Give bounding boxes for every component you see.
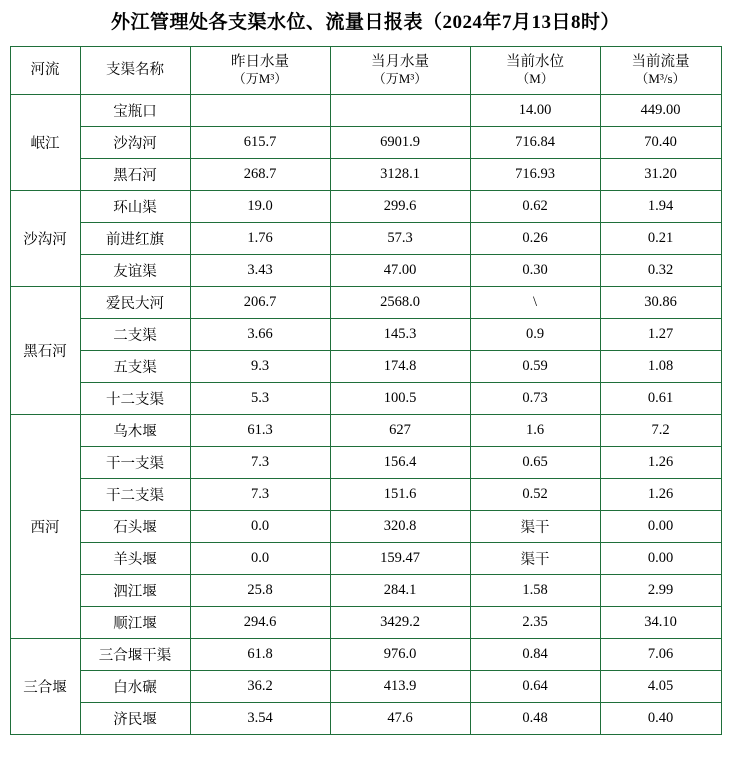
table-row [10, 606, 721, 638]
current-level-cell: 1.6 [470, 414, 600, 446]
canal-name-cell: 沙沟河 [80, 126, 190, 158]
month-volume-cell: 151.6 [330, 478, 470, 510]
column-header-current-level [470, 46, 600, 94]
current-flow-cell: 0.40 [600, 702, 721, 734]
month-volume-cell: 100.5 [330, 382, 470, 414]
canal-name-cell: 泗江堰 [80, 574, 190, 606]
table-row [10, 574, 721, 606]
current-level-cell: 0.30 [470, 254, 600, 286]
current-level-cell: \ [470, 286, 600, 318]
yesterday-volume-cell: 7.3 [190, 478, 330, 510]
current-level-cell: 0.59 [470, 350, 600, 382]
yesterday-volume-cell: 61.3 [190, 414, 330, 446]
current-level-cell: 1.58 [470, 574, 600, 606]
table-row [10, 126, 721, 158]
current-level-cell: 0.48 [470, 702, 600, 734]
canal-name-cell: 三合堰干渠 [80, 638, 190, 670]
table-row [10, 542, 721, 574]
current-level-cell: 716.93 [470, 158, 600, 190]
canal-name-cell: 前进红旗 [80, 222, 190, 254]
canal-name-cell: 羊头堰 [80, 542, 190, 574]
current-level-cell: 0.52 [470, 478, 600, 510]
table-row [10, 318, 721, 350]
header-label: 昨日水量 [231, 53, 289, 70]
month-volume-cell: 47.00 [330, 254, 470, 286]
current-level-cell: 渠干 [470, 542, 600, 574]
current-flow-cell: 7.2 [600, 414, 721, 446]
current-level-cell: 0.65 [470, 446, 600, 478]
current-flow-cell: 0.32 [600, 254, 721, 286]
table-row [10, 158, 721, 190]
month-volume-cell: 174.8 [330, 350, 470, 382]
month-volume-cell: 159.47 [330, 542, 470, 574]
month-volume-cell: 3429.2 [330, 606, 470, 638]
yesterday-volume-cell: 61.8 [190, 638, 330, 670]
river-group-cell: 三合堰 [10, 638, 80, 734]
month-volume-cell: 627 [330, 414, 470, 446]
river-group-cell: 沙沟河 [10, 190, 80, 286]
table-row [10, 190, 721, 222]
column-header-river [10, 46, 80, 94]
yesterday-volume-cell: 1.76 [190, 222, 330, 254]
current-flow-cell: 2.99 [600, 574, 721, 606]
yesterday-volume-cell: 25.8 [190, 574, 330, 606]
current-level-cell: 2.35 [470, 606, 600, 638]
header-unit: （万M³） [372, 71, 428, 87]
canal-name-cell: 乌木堰 [80, 414, 190, 446]
table-header [10, 46, 721, 94]
canal-name-cell: 干二支渠 [80, 478, 190, 510]
month-volume-cell: 47.6 [330, 702, 470, 734]
month-volume-cell: 145.3 [330, 318, 470, 350]
canal-name-cell: 济民堰 [80, 702, 190, 734]
canal-name-cell: 环山渠 [80, 190, 190, 222]
current-flow-cell: 0.21 [600, 222, 721, 254]
canal-name-cell: 黑石河 [80, 158, 190, 190]
table-row [10, 350, 721, 382]
current-flow-cell: 34.10 [600, 606, 721, 638]
canal-name-cell: 友谊渠 [80, 254, 190, 286]
table-row [10, 414, 721, 446]
yesterday-volume-cell: 206.7 [190, 286, 330, 318]
month-volume-cell: 976.0 [330, 638, 470, 670]
month-volume-cell: 284.1 [330, 574, 470, 606]
water-level-table [10, 46, 722, 735]
yesterday-volume-cell: 0.0 [190, 510, 330, 542]
canal-name-cell: 宝瓶口 [80, 94, 190, 126]
river-group-cell: 岷江 [10, 94, 80, 190]
table-row [10, 670, 721, 702]
current-flow-cell: 1.26 [600, 478, 721, 510]
yesterday-volume-cell: 3.43 [190, 254, 330, 286]
current-flow-cell: 0.61 [600, 382, 721, 414]
header-unit: （万M³） [232, 71, 288, 87]
current-flow-cell: 0.00 [600, 510, 721, 542]
table-row [10, 702, 721, 734]
column-header-canal [80, 46, 190, 94]
canal-name-cell: 爱民大河 [80, 286, 190, 318]
canal-name-cell: 二支渠 [80, 318, 190, 350]
header-unit: （M³/s） [635, 71, 686, 87]
month-volume-cell: 299.6 [330, 190, 470, 222]
current-level-cell: 0.62 [470, 190, 600, 222]
yesterday-volume-cell: 0.0 [190, 542, 330, 574]
current-level-cell: 14.00 [470, 94, 600, 126]
table-body [10, 94, 721, 734]
yesterday-volume-cell: 615.7 [190, 126, 330, 158]
yesterday-volume-cell: 19.0 [190, 190, 330, 222]
month-volume-cell [330, 94, 470, 126]
column-header-yesterday-volume [190, 46, 330, 94]
table-row [10, 478, 721, 510]
header-label: 支渠名称 [106, 62, 164, 79]
header-label: 河流 [30, 62, 60, 79]
canal-name-cell: 白水碾 [80, 670, 190, 702]
yesterday-volume-cell: 36.2 [190, 670, 330, 702]
table-row [10, 254, 721, 286]
current-flow-cell: 1.27 [600, 318, 721, 350]
header-label: 当月水量 [371, 53, 429, 70]
current-level-cell: 0.73 [470, 382, 600, 414]
page-title: 外江管理处各支渠水位、流量日报表（2024年7月13日8时） [110, 12, 620, 33]
month-volume-cell: 3128.1 [330, 158, 470, 190]
current-level-cell: 渠干 [470, 510, 600, 542]
month-volume-cell: 6901.9 [330, 126, 470, 158]
current-flow-cell: 30.86 [600, 286, 721, 318]
table-row [10, 510, 721, 542]
current-flow-cell: 0.00 [600, 542, 721, 574]
current-flow-cell: 31.20 [600, 158, 721, 190]
current-flow-cell: 4.05 [600, 670, 721, 702]
table-row [10, 286, 721, 318]
current-level-cell: 0.26 [470, 222, 600, 254]
current-flow-cell: 1.08 [600, 350, 721, 382]
table-row [10, 382, 721, 414]
table-row [10, 222, 721, 254]
current-level-cell: 0.84 [470, 638, 600, 670]
canal-name-cell: 五支渠 [80, 350, 190, 382]
canal-name-cell: 十二支渠 [80, 382, 190, 414]
canal-name-cell: 石头堰 [80, 510, 190, 542]
current-flow-cell: 7.06 [600, 638, 721, 670]
header-unit: （M） [516, 71, 554, 87]
current-flow-cell: 70.40 [600, 126, 721, 158]
current-level-cell: 716.84 [470, 126, 600, 158]
header-label: 当前水位 [506, 53, 564, 70]
canal-name-cell: 顺江堰 [80, 606, 190, 638]
table-row [10, 446, 721, 478]
month-volume-cell: 57.3 [330, 222, 470, 254]
yesterday-volume-cell: 3.66 [190, 318, 330, 350]
current-level-cell: 0.9 [470, 318, 600, 350]
current-level-cell: 0.64 [470, 670, 600, 702]
header-label: 当前流量 [631, 53, 690, 70]
river-group-cell: 西河 [10, 414, 80, 638]
river-group-cell: 黑石河 [10, 286, 80, 414]
table-row [10, 94, 721, 126]
current-flow-cell: 1.26 [600, 446, 721, 478]
yesterday-volume-cell [190, 94, 330, 126]
month-volume-cell: 320.8 [330, 510, 470, 542]
month-volume-cell: 2568.0 [330, 286, 470, 318]
current-flow-cell: 449.00 [600, 94, 721, 126]
yesterday-volume-cell: 3.54 [190, 702, 330, 734]
column-header-month-volume [330, 46, 470, 94]
month-volume-cell: 156.4 [330, 446, 470, 478]
yesterday-volume-cell: 294.6 [190, 606, 330, 638]
yesterday-volume-cell: 5.3 [190, 382, 330, 414]
current-flow-cell: 1.94 [600, 190, 721, 222]
month-volume-cell: 413.9 [330, 670, 470, 702]
column-header-current-flow [600, 46, 721, 94]
header-row [10, 46, 721, 94]
table-row [10, 638, 721, 670]
canal-name-cell: 干一支渠 [80, 446, 190, 478]
yesterday-volume-cell: 9.3 [190, 350, 330, 382]
yesterday-volume-cell: 7.3 [190, 446, 330, 478]
yesterday-volume-cell: 268.7 [190, 158, 330, 190]
